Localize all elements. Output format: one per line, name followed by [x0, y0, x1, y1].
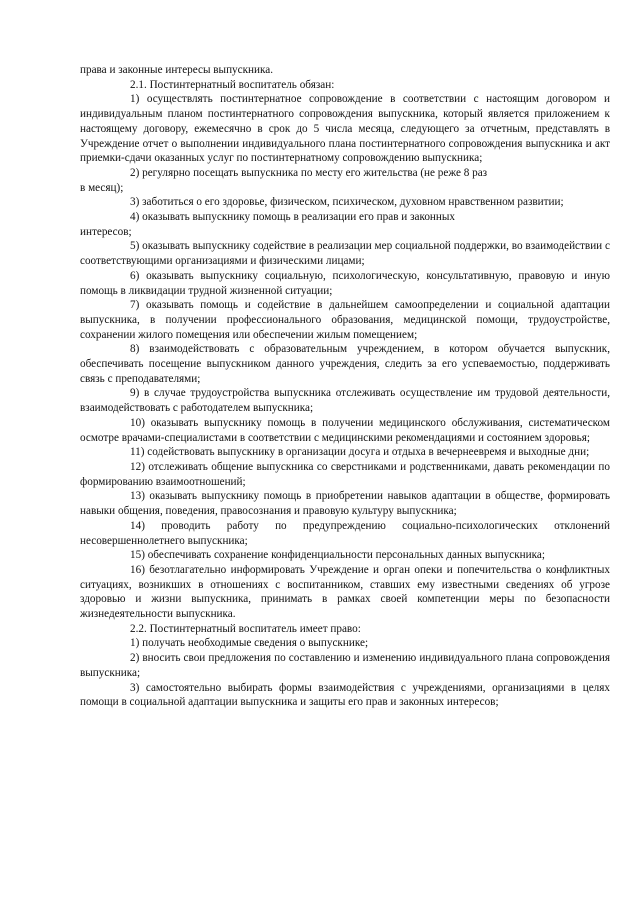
duty-2-line-1: 2) регулярно посещать выпускника по месту его жительства (не реже 8 раз [130, 166, 488, 179]
duty-6: 6) оказывать выпускнику социальную, психологическую, консультативную, правовую и иную помощь в ликвидации трудной жизненной ситуации; [80, 269, 610, 297]
right-1: 1) получать необходимые сведения о выпускнике; [130, 637, 369, 650]
right-3: 3) самостоятельно выбирать формы взаимодействия с учреждениями, организациями в целях помощи в социальной адаптации выпускника и защиты его прав и законных интересов; [80, 681, 610, 709]
duty-4-line-1: 4) оказывать выпускнику помощь в реализации его прав и законных [130, 211, 456, 224]
duty-9: 9) в случае трудоустройства выпускника отслеживать осуществление им трудовой деятельности, взаимодействовать с работодателем выпускника; [80, 387, 610, 415]
right-2: 2) вносить свои предложения по составлению и изменению индивидуального плана сопровождения выпускника; [80, 652, 610, 679]
duty-14: 14) проводить работу по предупреждению социально-психологических отклонений несовершеннолетнего выпускника; [80, 519, 610, 547]
section-2-2-heading: 2.2. Постинтернатный воспитатель имеет право: [130, 622, 361, 635]
document-page [80, 0, 610, 710]
duty-8: 8) взаимодействовать с образовательным учреждением, в котором обучается выпускник, обеспечивать посещение выпускником данного учреждения, следить за его успеваемостью, поддерживать связь с преподавателями; [80, 343, 610, 385]
duty-1: 1) осуществлять постинтернатное сопровождение в соответствии с настоящим договором и индивидуальным планом постинтернатного сопровождения выпускника, который является приложением к настоящему договору, ежемесячно в срок до 5 числа месяца, следующего за отчетным, представлять в Учреждение отчет о выполнении индивидуального плана постинтернатного сопровождения выпускника и акт приемки-сдачи оказанных услуг по постинтернатному сопровождению выпускника; [80, 93, 610, 165]
paragraph-rights-tail: права и законные интересы выпускника. [80, 64, 274, 76]
duty-15: 15) обеспечивать сохранение конфиденциальности персональных данных выпускника; [130, 549, 545, 562]
section-2-1-heading: 2.1. Постинтернатный воспитатель обязан: [130, 78, 335, 91]
duty-2-line-2: в месяц); [80, 181, 124, 194]
duty-12: 12) отслеживать общение выпускника со сверстниками и родственниками, давать рекомендации по формированию взаимоотношений; [80, 460, 610, 488]
duty-4-line-2: интересов; [80, 225, 132, 238]
duty-16: 16) безотлагательно информировать Учреждение и орган опеки и попечительства о конфликтных ситуациях, возникших в отношениях с воспитанником, ставших ему известными сведениях об угрозе здоровью и жизни выпускника, принимать в рамках своей компетенции меры по безопасности жизнедеятельности выпускника. [80, 563, 610, 621]
duty-10: 10) оказывать выпускнику помощь в получении медицинского обслуживания, систематическом осмотре врачами-специалистами в соответствии с медицинскими рекомендациями и состоянием здоровья; [80, 416, 610, 444]
duty-3: 3) заботиться о его здоровье, физическом, психическом, духовном нравственном развитии; [130, 196, 564, 209]
duty-13: 13) оказывать выпускнику помощь в приобретении навыков адаптации в обществе, формировать навыки общения, поведения, правосознания и правовую культуру выпускника; [80, 490, 610, 518]
duty-5: 5) оказывать выпускнику содействие в реализации мер социальной поддержки, во взаимодействии с соответствующими организациями и физическими лицами; [80, 240, 610, 268]
duty-7: 7) оказывать помощь и содействие в дальнейшем самоопределении и социальной адаптации выпускника, в получении профессионального образования, медицинской помощи, трудоустройстве, сохранении жилого помещения или обеспечении жилым помещением; [80, 299, 610, 341]
duty-11: 11) содействовать выпускнику в организации досуга и отдыха в вечернеевремя и выходные дни; [130, 446, 590, 459]
